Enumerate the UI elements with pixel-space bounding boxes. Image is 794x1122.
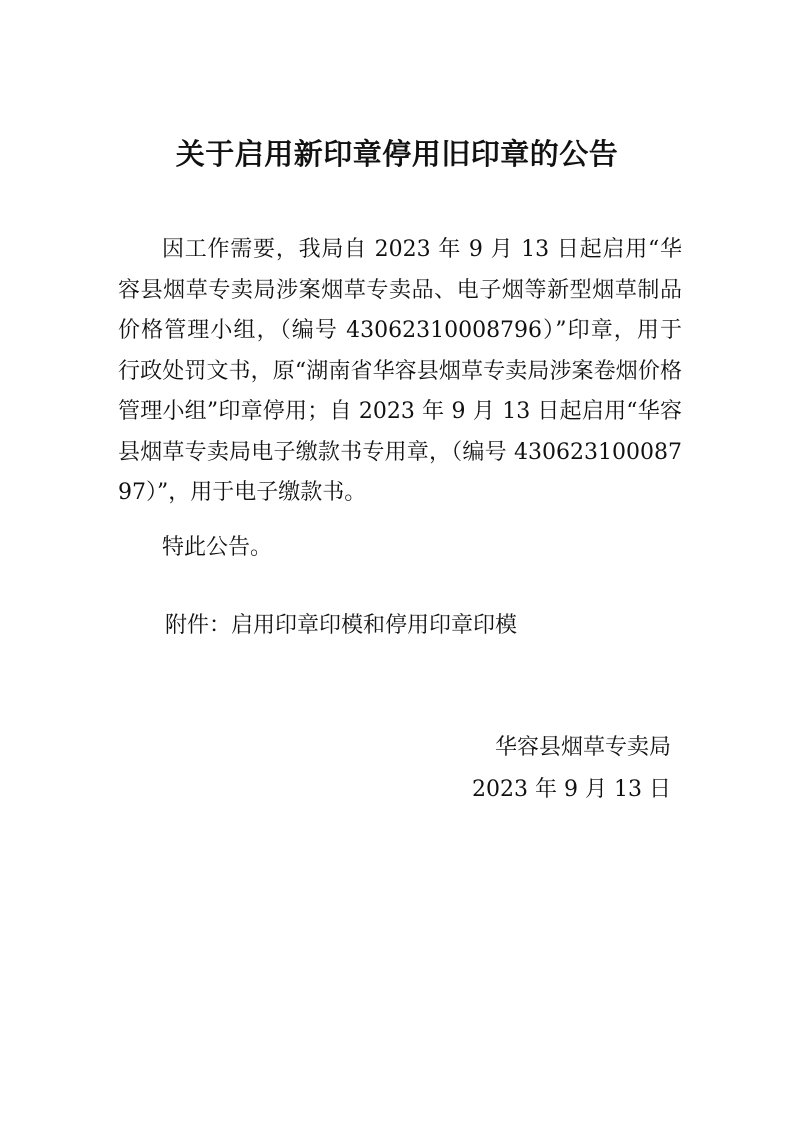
signature-organization: 华容县烟草专卖局 [494, 735, 671, 760]
document-title: 关于启用新印章停用旧印章的公告 [175, 137, 619, 171]
body-paragraph: 因工作需要，我局自 2023 年 9 月 13 日起启用“华容县烟草专卖局涉案烟草专卖品、电子烟等新型烟草制品价格管理小组，（编号 43062310008796）”印章，用于行政处罚文书，原“湖南省华容县烟草专卖局涉案卷烟价格管理小组”印章停用；自 2023 年 9 月 13 日起启用“华容县烟草专卖局电子缴款书专用章，（编号 43062310008797）”，用于电子缴款书。 [118, 237, 682, 505]
document-body [118, 230, 682, 514]
signature-date: 2023 年 9 月 13 日 [472, 777, 671, 802]
attachment-note: 附件：启用印章印模和停用印章印模 [165, 613, 518, 638]
closing-text: 特此公告。 [162, 535, 273, 560]
